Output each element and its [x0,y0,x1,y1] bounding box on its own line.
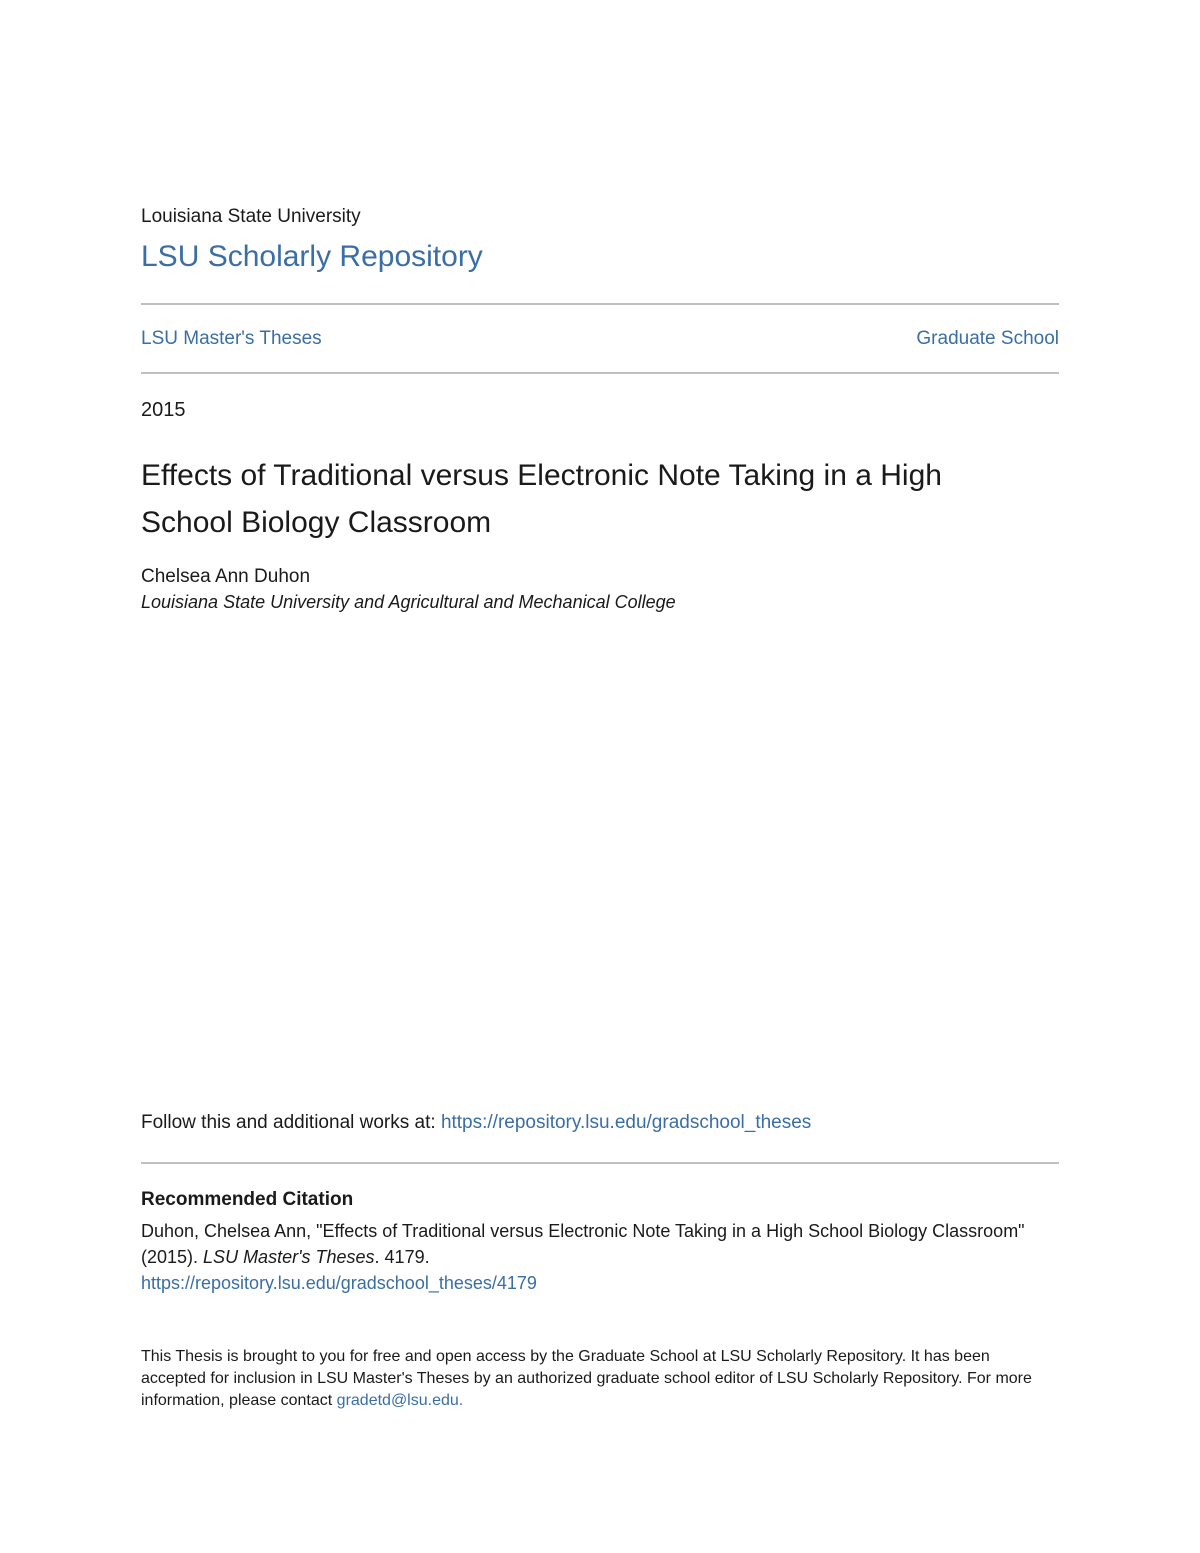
top-divider [141,303,1059,305]
follow-prefix: Follow this and additional works at: [141,1112,441,1133]
citation-journal: LSU Master's Theses [203,1247,375,1267]
citation-body: Duhon, Chelsea Ann, "Effects of Traditional versus Electronic Note Taking in a High School Biology Classroom" (2015). [141,1221,1025,1267]
graduate-school-link[interactable]: Graduate School [916,328,1059,349]
recommended-citation-heading: Recommended Citation [141,1189,354,1210]
citation-divider [141,1162,1059,1164]
access-notice [141,1346,1041,1412]
thesis-title: Effects of Traditional versus Electronic Note Taking in a High School Biology Classroom [141,459,942,539]
repository-link[interactable]: LSU Scholarly Repository [141,240,483,273]
series-link[interactable]: LSU Master's Theses [141,328,322,349]
citation-number: . 4179. [374,1247,430,1267]
nav-divider [141,372,1059,374]
citation-text [141,1218,1041,1296]
citation-url-link[interactable]: https://repository.lsu.edu/gradschool_theses/4179 [141,1273,537,1293]
follow-url-link[interactable]: https://repository.lsu.edu/gradschool_theses [440,1112,812,1133]
cover-page [141,0,1059,1553]
author-name: Chelsea Ann Duhon [141,566,311,587]
publication-year: 2015 [141,399,186,421]
notice-end: . [458,1392,464,1409]
institution-name: Louisiana State University [141,206,361,227]
notice-text: This Thesis is brought to you for free and open access by the Graduate School at LSU Scholarly Repository. It has been accepted for inclusion in LSU Master's Theses by an authorized graduate school editor of LSU Scholarly Repository. For more information, please contact [141,1348,1032,1409]
contact-email-link[interactable]: gradetd@lsu.edu [336,1392,459,1409]
follow-line [141,1112,811,1134]
author-affiliation: Louisiana State University and Agricultural and Mechanical College [141,592,676,612]
